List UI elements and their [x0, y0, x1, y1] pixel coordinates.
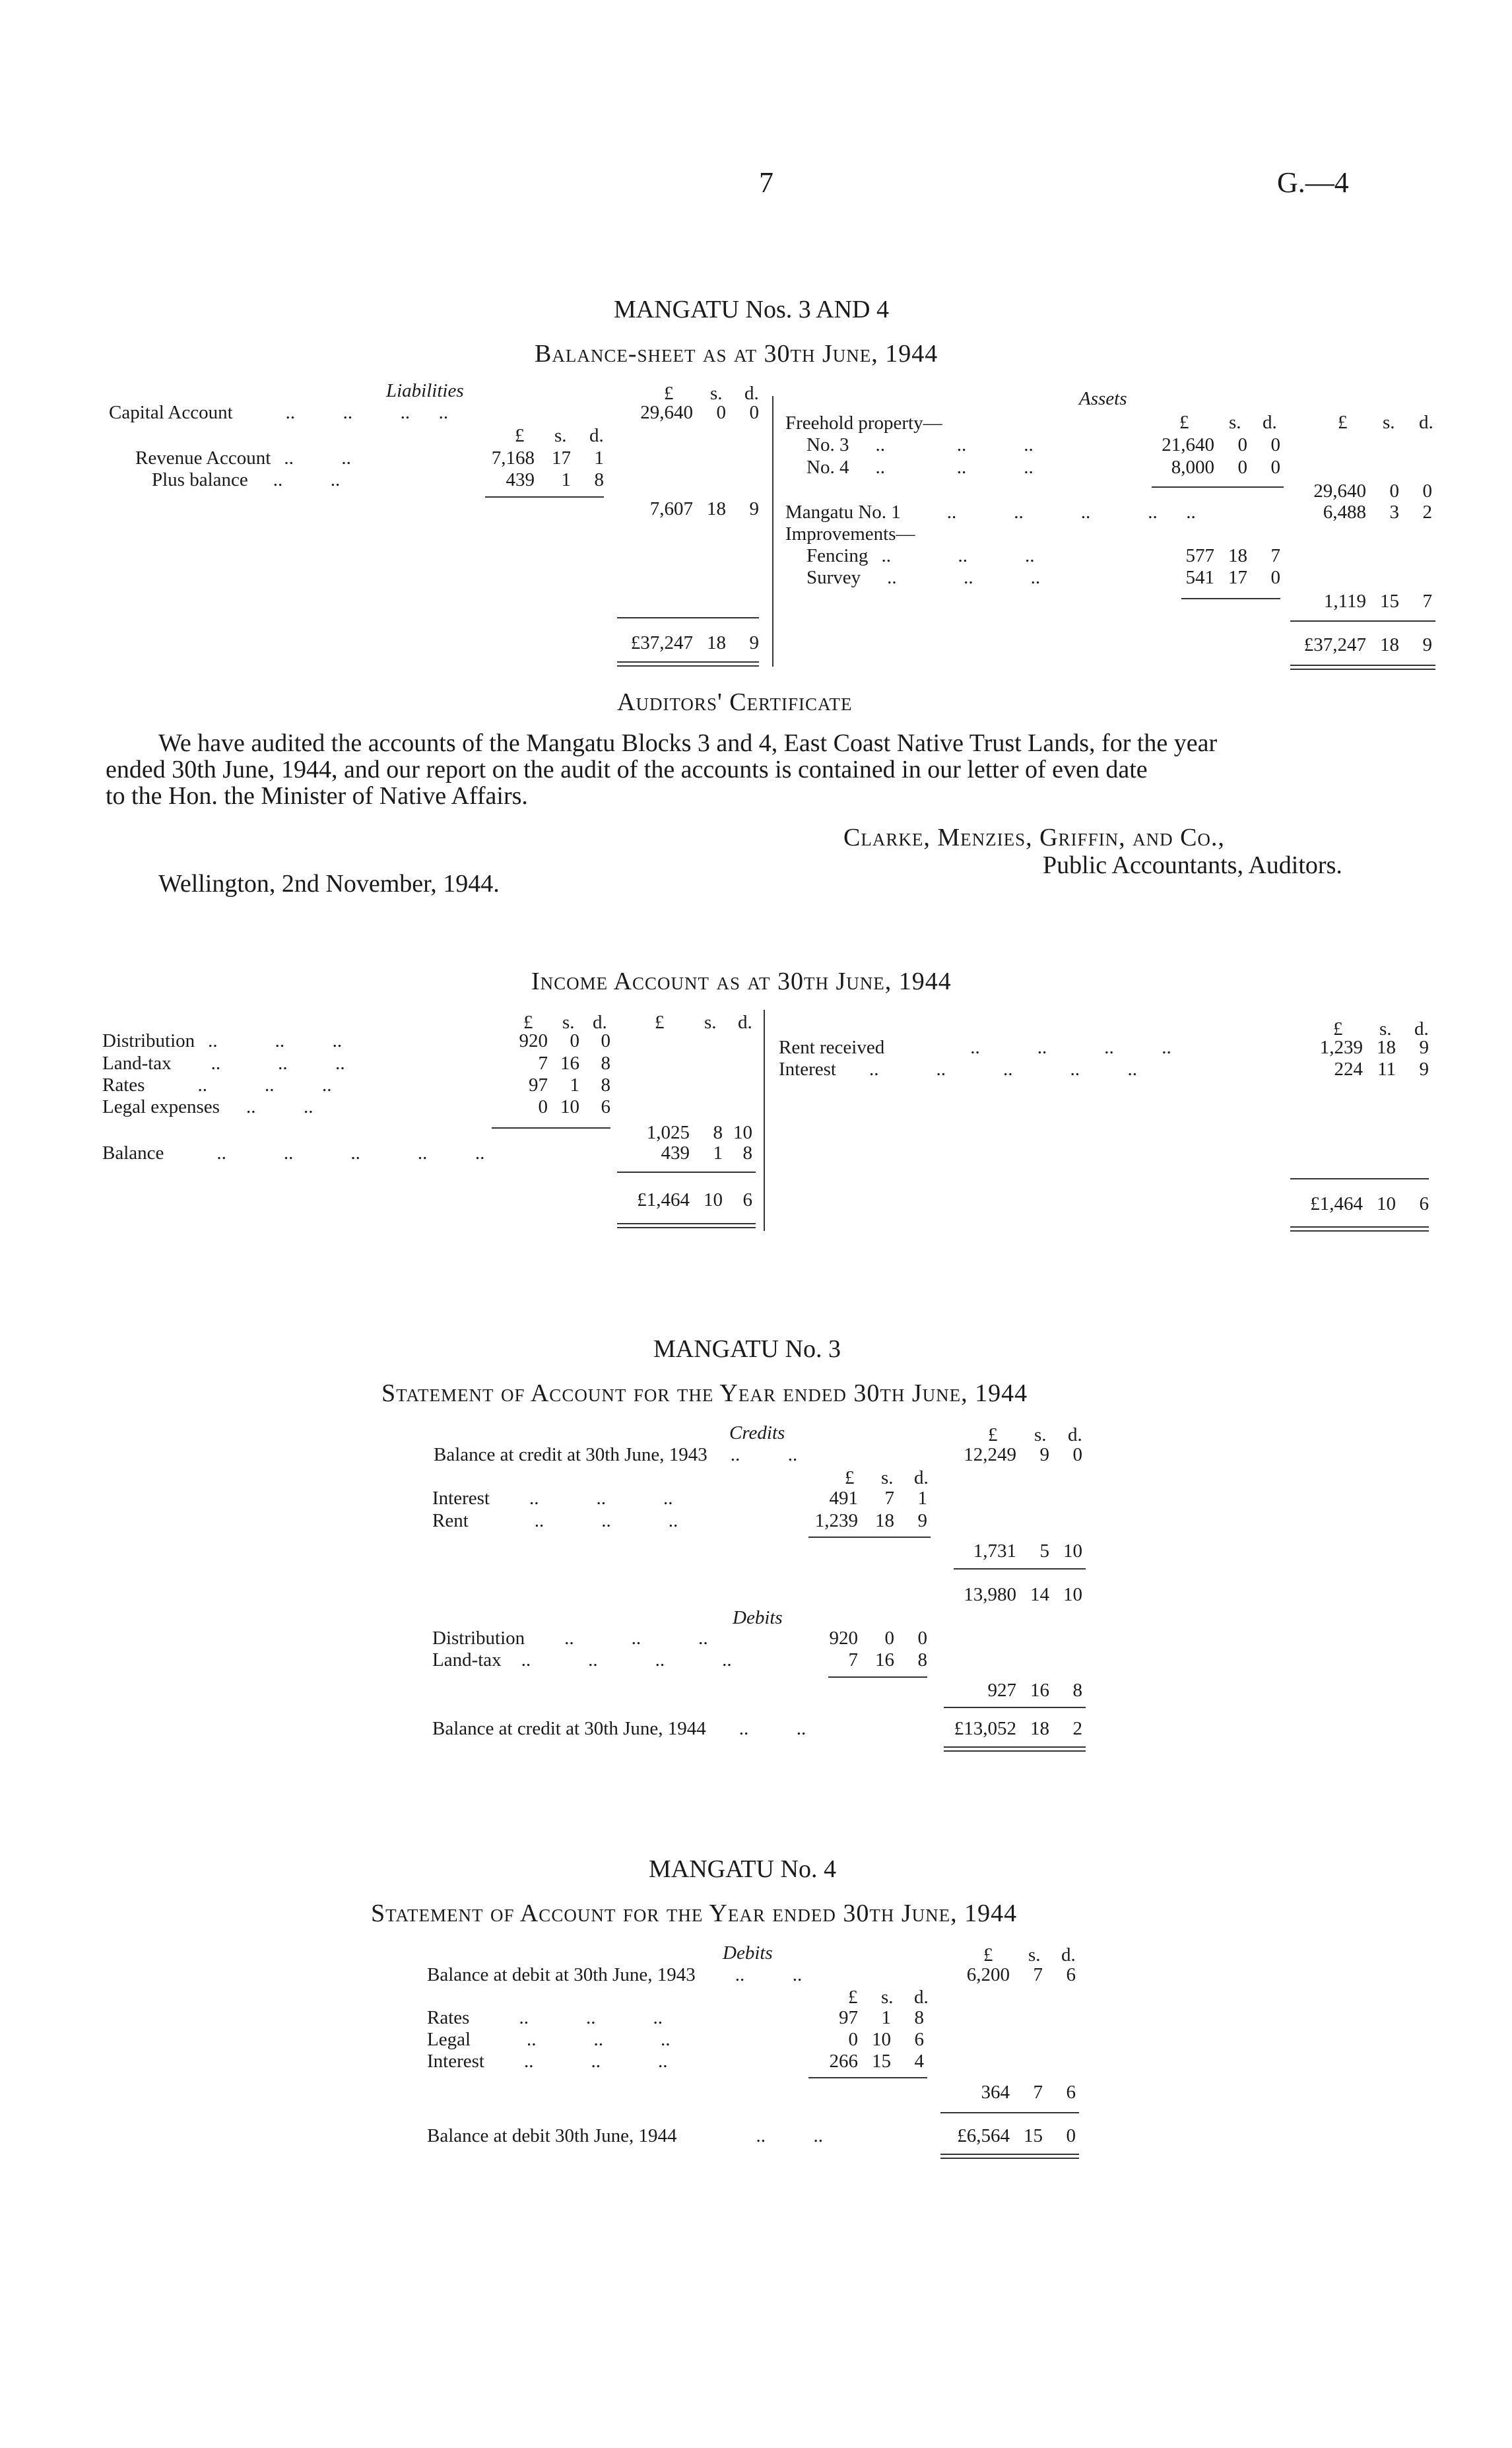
plus-balance-pounds: 439 [506, 469, 535, 490]
rent-label: Rent .. .. .. [432, 1510, 678, 1531]
revenue-shillings: 17 [552, 447, 571, 469]
auditor-firm-role: Public Accountants, Auditors. [1043, 851, 1342, 879]
auditor-firm-name: Clarke, Menzies, Griffin, and Co., [843, 824, 1225, 851]
no4-label: No. 4 .. .. .. [806, 457, 1034, 478]
distribution-shillings: 0 [570, 1030, 579, 1051]
income-right-total-pence: 6 [1419, 1193, 1429, 1214]
survey-pounds: 541 [1185, 567, 1214, 588]
signing-place-date: Wellington, 2nd November, 1944. [158, 870, 500, 898]
closing-balance-pounds: £6,564 [957, 2125, 1010, 2146]
debits-total-pence: 6 [1066, 2082, 1076, 2103]
income-right-total-shillings: 10 [1377, 1193, 1396, 1214]
fencing-shillings: 18 [1228, 545, 1247, 566]
freehold-property-label: Freehold property— [785, 413, 942, 434]
rule [1152, 486, 1284, 488]
certificate-line: We have audited the accounts of the Mangatu Blocks 3 and 4, East Coast Native Trust Lands, for the year [158, 729, 1218, 757]
currency-pound: £ [848, 1987, 858, 2008]
improvements-total-pence: 7 [1422, 591, 1432, 612]
legal-label: Legal .. .. .. [427, 2029, 671, 2050]
mangatu-no4-title: MANGATU No. 4 [649, 1855, 836, 1883]
gross-balance-pounds: 13,980 [964, 1584, 1016, 1605]
income-left-total-pounds: £1,464 [637, 1189, 690, 1210]
currency-pound: £ [523, 1012, 533, 1033]
mangatu-no4-subtitle: Statement of Account for the Year ended 30th June, 1944 [371, 1900, 1018, 1927]
rates-label: Rates .. .. .. [427, 2007, 663, 2028]
document-reference: G.—4 [1277, 166, 1349, 199]
rent-received-pence: 9 [1419, 1037, 1429, 1058]
assets-total-pounds: £37,247 [1303, 634, 1366, 655]
rent-pounds: 1,239 [814, 1510, 858, 1531]
no3-pence: 0 [1270, 434, 1280, 455]
distribution-pounds: 920 [829, 1628, 858, 1649]
currency-pound: £ [1179, 412, 1189, 433]
freehold-total-pounds: 29,640 [1313, 480, 1366, 502]
auditors-certificate-body [106, 730, 1416, 809]
balance-label: Balance .. .. .. .. .. [102, 1142, 485, 1164]
liabilities-total-shillings: 18 [707, 632, 726, 653]
rule [617, 1172, 756, 1173]
mangatu-no1-pence: 2 [1422, 502, 1432, 523]
legal-shillings: 10 [872, 2029, 891, 2050]
currency-shillings: s. [1379, 1018, 1392, 1040]
interest-pounds: 224 [1334, 1059, 1363, 1080]
certificate-line: ended 30th June, 1944, and our report on the audit of the accounts is contained in our letter of even date [106, 756, 1148, 783]
currency-pence: d. [914, 1467, 929, 1488]
currency-pence: d. [738, 1012, 752, 1033]
interest-shillings: 11 [1377, 1059, 1396, 1080]
survey-pence: 0 [1270, 567, 1280, 588]
legal-expenses-pence: 6 [601, 1096, 610, 1117]
distribution-pounds: 920 [519, 1030, 548, 1051]
closing-balance-label: Balance at debit 30th June, 1944 .. .. [427, 2125, 824, 2146]
survey-label: Survey .. .. .. [806, 567, 1041, 588]
balance-pounds: 439 [661, 1142, 690, 1164]
interest-pence: 1 [917, 1488, 927, 1509]
revenue-total-pounds: 7,607 [649, 498, 693, 519]
double-rule [944, 1750, 1086, 1752]
debits-heading: Debits [733, 1607, 783, 1628]
rule [1290, 620, 1435, 622]
land-tax-shillings: 16 [560, 1053, 579, 1074]
revenue-pounds: 7,168 [491, 447, 535, 469]
rent-pence: 9 [917, 1510, 927, 1531]
rule [1181, 598, 1280, 599]
rent-shillings: 18 [875, 1510, 894, 1531]
capital-pounds: 29,640 [640, 402, 693, 423]
no3-pounds: 21,640 [1162, 434, 1214, 455]
double-rule [617, 661, 759, 663]
currency-shillings: s. [710, 383, 723, 404]
double-rule [617, 1227, 756, 1228]
distribution-pence: 0 [601, 1030, 610, 1051]
currency-pence: d. [1414, 1018, 1429, 1040]
debits-total-pence: 8 [1072, 1680, 1082, 1701]
rule [940, 2112, 1079, 2113]
legal-expenses-shillings: 10 [560, 1096, 579, 1117]
assets-total-shillings: 18 [1380, 634, 1399, 655]
capital-account-label: Capital Account .. .. .. .. [109, 402, 449, 423]
currency-pound: £ [1338, 412, 1348, 433]
fencing-pounds: 577 [1185, 545, 1214, 566]
currency-shillings: s. [704, 1012, 717, 1033]
currency-shillings: s. [1383, 412, 1395, 433]
closing-balance-shillings: 18 [1030, 1718, 1049, 1739]
improvements-label: Improvements— [785, 523, 915, 545]
rule [617, 617, 759, 618]
land-tax-pence: 8 [917, 1649, 927, 1671]
gross-balance-shillings: 14 [1030, 1584, 1049, 1605]
currency-pound: £ [655, 1012, 665, 1033]
liabilities-total-pence: 9 [749, 632, 759, 653]
interest-shillings: 15 [872, 2051, 891, 2072]
currency-pence: d. [1068, 1424, 1082, 1445]
legal-pounds: 0 [848, 2029, 858, 2050]
rates-shillings: 1 [570, 1075, 579, 1096]
double-rule [617, 1223, 756, 1224]
legal-expenses-label: Legal expenses .. .. [102, 1096, 313, 1117]
closing-balance-pence: 2 [1072, 1718, 1082, 1739]
opening-balance-label: Balance at debit at 30th June, 1943 .. .. [427, 1964, 803, 1985]
revenue-pence: 1 [594, 447, 604, 469]
assets-total-pence: 9 [1422, 634, 1432, 655]
mangatu-no1-label: Mangatu No. 1 .. .. .. .. .. [785, 502, 1196, 523]
currency-pence: d. [589, 425, 604, 446]
rates-pence: 8 [914, 2007, 924, 2028]
column-divider [764, 1010, 765, 1231]
double-rule [944, 1746, 1086, 1748]
currency-shillings: s. [1028, 1944, 1041, 1966]
currency-pound: £ [845, 1467, 855, 1488]
currency-pound: £ [515, 425, 525, 446]
capital-shillings: 0 [716, 402, 726, 423]
legal-pence: 6 [914, 2029, 924, 2050]
income-left-total-shillings: 10 [704, 1189, 723, 1210]
plus-balance-shillings: 1 [561, 469, 571, 490]
double-rule [1290, 1230, 1429, 1232]
revenue-total-pence: 9 [749, 498, 759, 519]
interest-pence: 9 [1419, 1059, 1429, 1080]
closing-balance-pounds: £13,052 [954, 1718, 1016, 1739]
currency-shillings: s. [1229, 412, 1241, 433]
expenses-total-shillings: 8 [713, 1122, 723, 1143]
debits-total-shillings: 16 [1030, 1680, 1049, 1701]
no4-pence: 0 [1270, 457, 1280, 478]
distribution-label: Distribution .. .. .. [102, 1030, 343, 1051]
legal-expenses-pounds: 0 [538, 1096, 548, 1117]
credits-heading: Credits [729, 1422, 785, 1443]
credits-total-pence: 10 [1063, 1540, 1082, 1562]
closing-balance-label: Balance at credit at 30th June, 1944 .. .. [432, 1718, 806, 1739]
plus-balance-pence: 8 [594, 469, 604, 490]
double-rule [1290, 669, 1435, 670]
currency-pence: d. [744, 383, 759, 404]
interest-shillings: 7 [884, 1488, 894, 1509]
closing-balance-shillings: 15 [1024, 2125, 1043, 2146]
currency-pence: d. [1263, 412, 1277, 433]
opening-balance-pence: 6 [1066, 1964, 1076, 1985]
opening-balance-pence: 0 [1072, 1444, 1082, 1465]
certificate-line: to the Hon. the Minister of Native Affairs. [106, 782, 528, 810]
currency-shillings: s. [562, 1012, 575, 1033]
rates-pounds: 97 [529, 1075, 548, 1096]
revenue-account-label: Revenue Account .. .. [135, 447, 351, 469]
income-left-total-pence: 6 [742, 1189, 752, 1210]
fencing-label: Fencing .. .. .. [806, 545, 1035, 566]
revenue-total-shillings: 18 [707, 498, 726, 519]
land-tax-pounds: 7 [538, 1053, 548, 1074]
liabilities-heading: Liabilities [386, 380, 464, 401]
no3-label: No. 3 .. .. .. [806, 434, 1034, 455]
opening-balance-pounds: 12,249 [964, 1444, 1016, 1465]
debits-heading: Debits [723, 1942, 773, 1964]
currency-shillings: s. [881, 1987, 894, 2008]
double-rule [940, 2158, 1079, 2159]
distribution-label: Distribution .. .. .. [432, 1628, 708, 1649]
rates-label: Rates .. .. .. [102, 1075, 332, 1096]
balance-sheet-subtitle: Balance-sheet as at 30th June, 1944 [535, 340, 938, 368]
currency-pound: £ [988, 1424, 998, 1445]
currency-pence: d. [1061, 1944, 1076, 1966]
expenses-total-pence: 10 [733, 1122, 752, 1143]
currency-pence: d. [1419, 412, 1433, 433]
distribution-shillings: 0 [884, 1628, 894, 1649]
rent-received-label: Rent received .. .. .. .. [779, 1037, 1171, 1058]
interest-pounds: 491 [829, 1488, 858, 1509]
survey-shillings: 17 [1228, 567, 1247, 588]
auditors-certificate-heading: Auditors' Certificate [617, 688, 853, 716]
gross-balance-pence: 10 [1063, 1584, 1082, 1605]
rates-shillings: 1 [881, 2007, 891, 2028]
interest-label: Interest .. .. .. .. .. [779, 1059, 1137, 1080]
interest-label: Interest .. .. .. [427, 2051, 668, 2072]
debits-total-pounds: 927 [987, 1680, 1016, 1701]
distribution-pence: 0 [917, 1628, 927, 1649]
balance-shillings: 1 [713, 1142, 723, 1164]
capital-pence: 0 [749, 402, 759, 423]
currency-pence: d. [593, 1012, 607, 1033]
balance-sheet-title: MANGATU Nos. 3 AND 4 [614, 296, 889, 323]
rates-pence: 8 [601, 1075, 610, 1096]
interest-pence: 4 [914, 2051, 924, 2072]
improvements-total-pounds: 1,119 [1323, 591, 1366, 612]
double-rule [617, 665, 759, 667]
income-right-total-pounds: £1,464 [1310, 1193, 1363, 1214]
currency-shillings: s. [1034, 1424, 1047, 1445]
plus-balance-label: Plus balance .. .. [152, 469, 341, 490]
currency-pound: £ [664, 383, 674, 404]
double-rule [1290, 1226, 1429, 1228]
freehold-total-shillings: 0 [1389, 480, 1399, 502]
opening-balance-label: Balance at credit at 30th June, 1943 .. .. [434, 1444, 798, 1465]
credits-total-pounds: 1,731 [973, 1540, 1016, 1562]
double-rule [1290, 665, 1435, 666]
page-number: 7 [759, 166, 773, 199]
debits-total-pounds: 364 [981, 2082, 1010, 2103]
rates-pounds: 97 [839, 2007, 858, 2028]
improvements-total-shillings: 15 [1380, 591, 1399, 612]
balance-pence: 8 [742, 1142, 752, 1164]
closing-balance-pence: 0 [1066, 2125, 1076, 2146]
land-tax-label: Land-tax .. .. .. .. [432, 1649, 732, 1671]
column-divider [772, 396, 773, 667]
no3-shillings: 0 [1237, 434, 1247, 455]
land-tax-shillings: 16 [875, 1649, 894, 1671]
currency-pound: £ [983, 1944, 993, 1966]
rule [485, 496, 604, 498]
currency-pound: £ [1333, 1018, 1343, 1040]
interest-pounds: 266 [829, 2051, 858, 2072]
rule [1290, 1178, 1429, 1179]
opening-balance-shillings: 9 [1039, 1444, 1049, 1465]
opening-balance-shillings: 7 [1033, 1964, 1043, 1985]
no4-pounds: 8,000 [1171, 457, 1214, 478]
land-tax-pence: 8 [601, 1053, 610, 1074]
currency-shillings: s. [881, 1467, 894, 1488]
fencing-pence: 7 [1270, 545, 1280, 566]
mangatu-no1-shillings: 3 [1389, 502, 1399, 523]
rule [828, 1676, 927, 1678]
income-account-title: Income Account as at 30th June, 1944 [531, 968, 952, 995]
mangatu-no3-subtitle: Statement of Account for the Year ended 30th June, 1944 [381, 1379, 1028, 1407]
opening-balance-pounds: 6,200 [966, 1964, 1010, 1985]
freehold-total-pence: 0 [1422, 480, 1432, 502]
debits-total-shillings: 7 [1033, 2082, 1043, 2103]
rent-received-pounds: 1,239 [1319, 1037, 1363, 1058]
rule [492, 1127, 610, 1129]
currency-pence: d. [914, 1987, 929, 2008]
rule [944, 1707, 1086, 1708]
rent-received-shillings: 18 [1377, 1037, 1396, 1058]
expenses-total-pounds: 1,025 [646, 1122, 690, 1143]
rule [954, 1568, 1086, 1570]
land-tax-label: Land-tax .. .. .. [102, 1053, 345, 1074]
mangatu-no3-title: MANGATU No. 3 [653, 1335, 841, 1363]
interest-label: Interest .. .. .. [432, 1488, 673, 1509]
mangatu-no1-pounds: 6,488 [1323, 502, 1366, 523]
land-tax-pounds: 7 [848, 1649, 858, 1671]
rule [808, 2077, 927, 2078]
assets-heading: Assets [1079, 388, 1127, 409]
currency-shillings: s. [554, 425, 567, 446]
credits-total-shillings: 5 [1039, 1540, 1049, 1562]
rule [808, 1537, 931, 1538]
double-rule [940, 2154, 1079, 2155]
liabilities-total-pounds: £37,247 [630, 632, 693, 653]
no4-shillings: 0 [1237, 457, 1247, 478]
